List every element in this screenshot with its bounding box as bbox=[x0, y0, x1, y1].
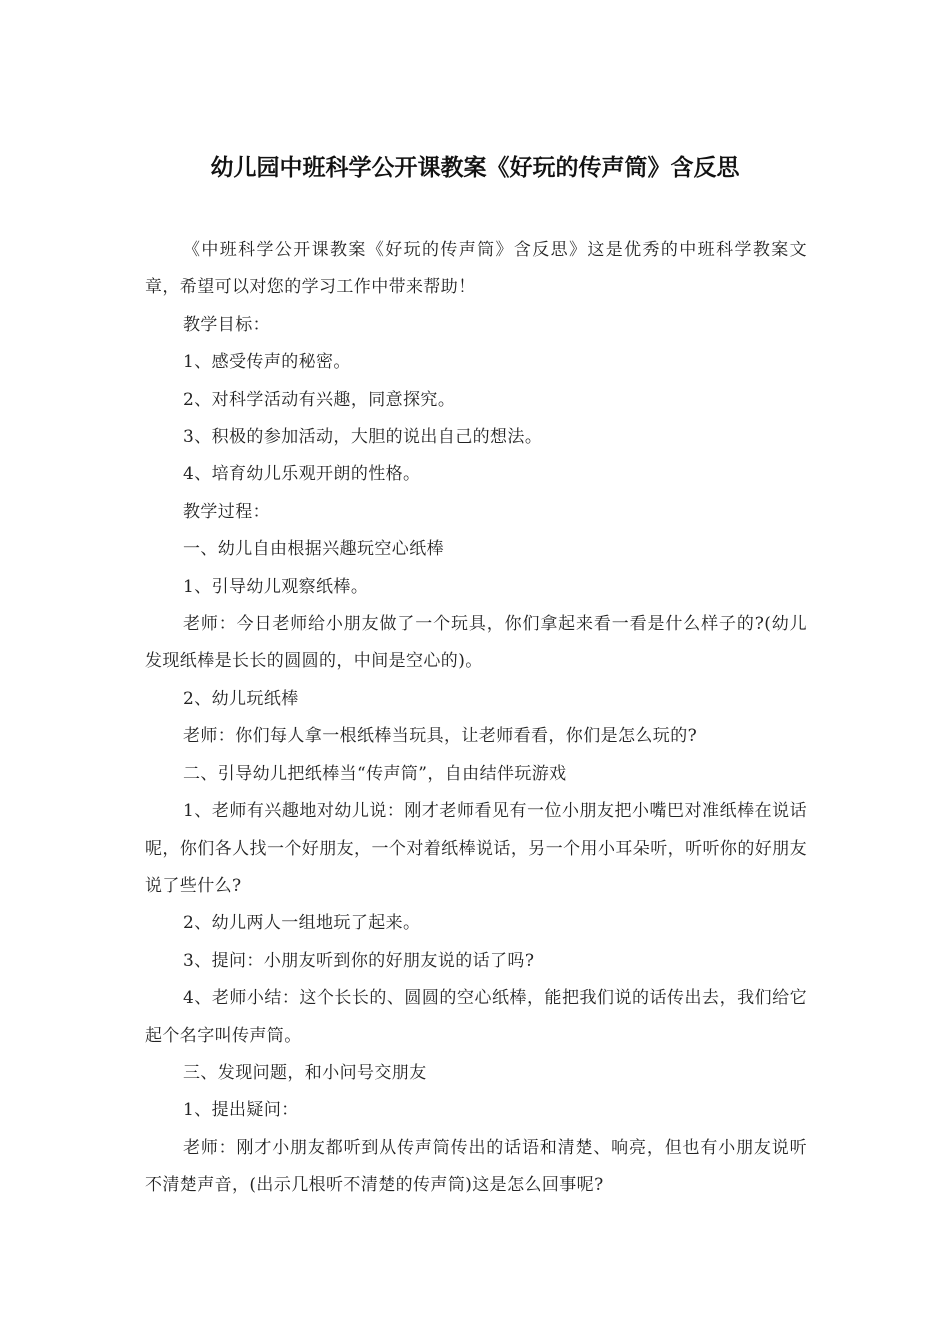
paragraph-section-1: 一、幼儿自由根据兴趣玩空心纸棒 bbox=[183, 539, 444, 560]
document-body bbox=[145, 232, 807, 1205]
paragraph-section-2: 二、引导幼儿把纸棒当“传声筒”，自由结伴玩游戏 bbox=[183, 763, 567, 784]
paragraph-step-2-2: 2、幼儿两人一组地玩了起来。 bbox=[183, 913, 421, 934]
paragraph-process-heading: 教学过程： bbox=[183, 501, 270, 522]
document-title: 幼儿园中班科学公开课教案《好玩的传声筒》含反思 bbox=[210, 155, 740, 181]
paragraph-step-2-4: 4、老师小结：这个长长的、圆圆的空心纸棒，能把我们说的话传出去，我们给它起个名字叫传声筒。 bbox=[145, 988, 807, 1046]
paragraph-objective-3: 3、积极的参加活动，大胆的说出自己的想法。 bbox=[183, 427, 543, 448]
paragraph-step-2-3: 3、提问：小朋友听到你的好朋友说的话了吗? bbox=[183, 950, 535, 971]
paragraph-objective-1: 1、感受传声的秘密。 bbox=[183, 352, 351, 373]
paragraph-step-2-1: 1、老师有兴趣地对幼儿说：刚才老师看见有一位小朋友把小嘴巴对准纸棒在说话呢，你们各人找一个好朋友，一个对着纸棒说话，另一个用小耳朵听，听听你的好朋友说了些什么? bbox=[145, 801, 807, 896]
paragraph-step-1-1: 1、引导幼儿观察纸棒。 bbox=[183, 576, 369, 597]
paragraph-section-3: 三、发现问题，和小问号交朋友 bbox=[183, 1062, 427, 1083]
paragraph-intro: 《中班科学公开课教案《好玩的传声筒》含反思》这是优秀的中班科学教案文章，希望可以对您的学习工作中带来帮助！ bbox=[145, 240, 807, 298]
paragraph-teacher-1: 老师：今日老师给小朋友做了一个玩具，你们拿起来看一看是什么样子的?(幼儿发现纸棒是长长的圆圆的，中间是空心的)。 bbox=[145, 614, 807, 672]
paragraph-objective-2: 2、对科学活动有兴趣，同意探究。 bbox=[183, 389, 456, 410]
paragraph-step-1-2: 2、幼儿玩纸棒 bbox=[183, 688, 299, 709]
paragraph-step-3-1: 1、提出疑问： bbox=[183, 1100, 299, 1121]
paragraph-teacher-2: 老师：你们每人拿一根纸棒当玩具，让老师看看，你们是怎么玩的? bbox=[183, 726, 698, 747]
paragraph-objective-4: 4、培育幼儿乐观开朗的性格。 bbox=[183, 464, 421, 485]
paragraph-objectives-heading: 教学目标： bbox=[183, 314, 270, 335]
paragraph-teacher-3: 老师：刚才小朋友都听到从传声筒传出的话语和清楚、响亮，但也有小朋友说听不清楚声音，(出示几根听不清楚的传声筒)这是怎么回事呢? bbox=[145, 1137, 807, 1196]
